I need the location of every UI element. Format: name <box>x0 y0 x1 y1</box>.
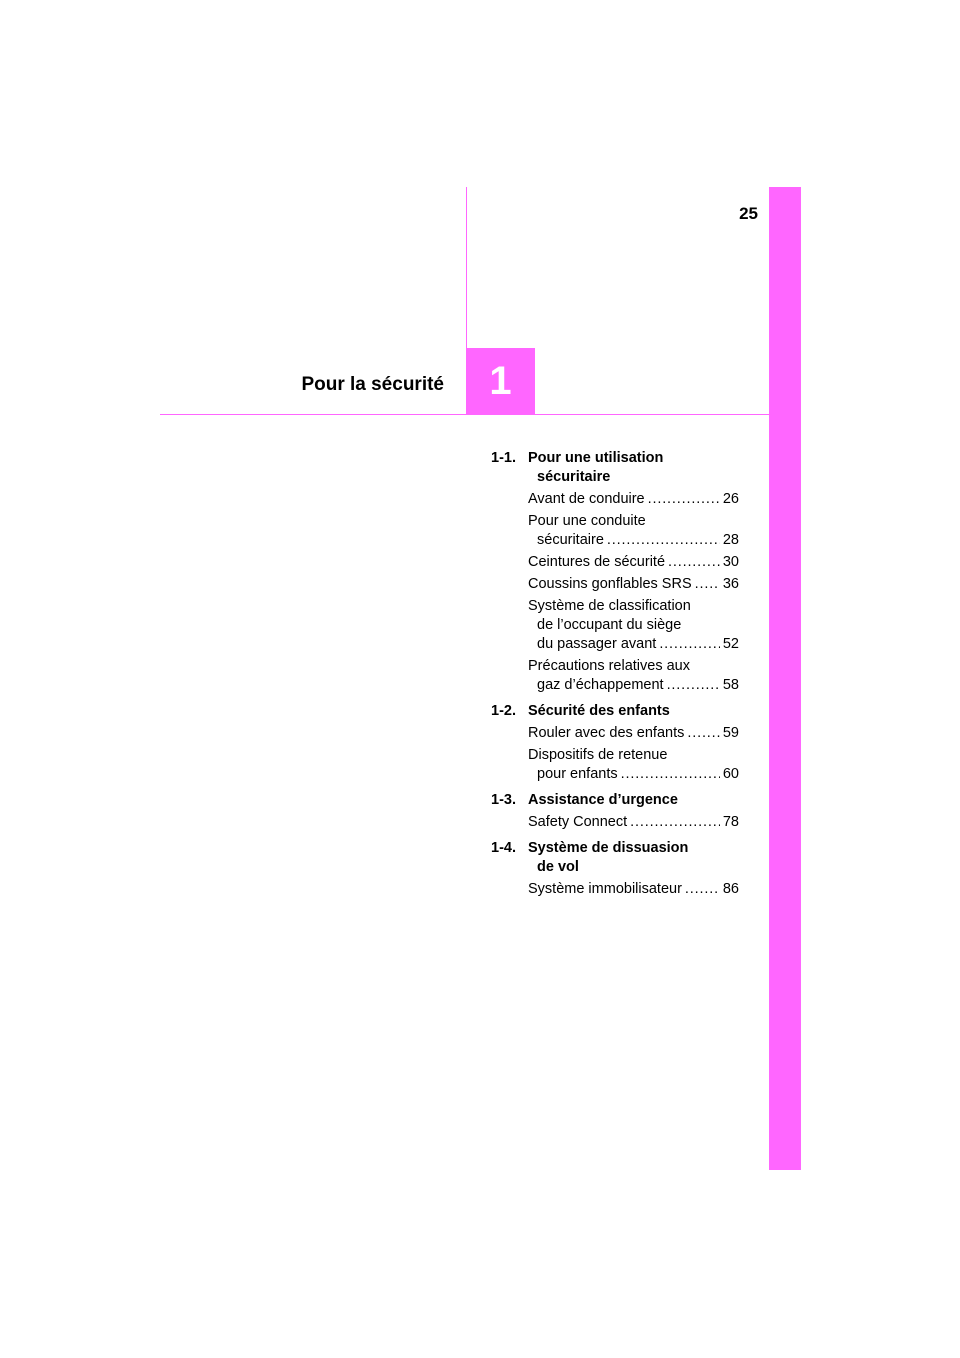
toc-entry-text: Pour une conduite <box>528 513 646 529</box>
toc-section-title-line: Pour une utilisation <box>528 450 664 466</box>
toc-entry-page: 59 <box>722 725 739 741</box>
toc-entry[interactable] <box>528 575 739 594</box>
toc-entry-text: Safety Connect <box>528 814 628 830</box>
toc-section-title-line: Système de dissuasion <box>528 840 689 856</box>
toc-entry-text: du passager avant <box>537 636 657 652</box>
toc-entry[interactable] <box>528 746 739 784</box>
toc-leader-dots <box>687 724 719 743</box>
toc-entry-page: 36 <box>722 576 739 592</box>
toc-entry-text: Précautions relatives aux <box>528 658 690 674</box>
toc-section-heading[interactable] <box>491 839 739 877</box>
table-of-contents <box>491 449 739 906</box>
toc-entry-text: Système immobilisateur <box>528 881 682 897</box>
toc-section-title <box>528 449 663 487</box>
chapter-title: Pour la sécurité <box>301 374 444 395</box>
toc-entry-line <box>528 597 739 616</box>
toc-entry-text: de l’occupant du siège <box>537 617 682 633</box>
toc-section-title-line: Sécurité des enfants <box>528 703 670 719</box>
toc-leader-dots <box>659 635 720 654</box>
toc-entry-page: 26 <box>722 491 739 507</box>
toc-entry[interactable] <box>528 490 739 509</box>
toc-entry[interactable] <box>528 880 739 899</box>
toc-entry-text: Avant de conduire <box>528 491 645 507</box>
toc-section-title-line: Assistance d’urgence <box>528 792 678 808</box>
toc-entry-line <box>528 553 739 572</box>
toc-entry[interactable] <box>528 724 739 743</box>
toc-section-number: 1-3. <box>491 792 516 808</box>
toc-leader-dots <box>685 880 720 899</box>
toc-entry-text: Coussins gonflables SRS <box>528 576 692 592</box>
toc-entry-line <box>528 880 739 899</box>
toc-entry-line <box>528 616 739 635</box>
page-number: 25 <box>739 204 758 223</box>
toc-leader-dots <box>621 765 720 784</box>
toc-entry[interactable] <box>528 512 739 550</box>
toc-leader-dots <box>630 813 720 832</box>
toc-entry-line <box>528 575 739 594</box>
toc-entry-text: Ceintures de sécurité <box>528 554 666 570</box>
toc-entry-text: gaz d’échappement <box>537 677 664 693</box>
toc-entry-line <box>528 746 739 765</box>
toc-leader-dots <box>607 531 720 550</box>
divider-horizontal <box>160 414 769 415</box>
toc-entry-text: pour enfants <box>537 766 618 782</box>
toc-leader-dots <box>695 575 720 594</box>
toc-section-number: 1-2. <box>491 703 516 719</box>
toc-entry-text: Dispositifs de retenue <box>528 747 668 763</box>
toc-section-title-line: de vol <box>537 859 579 875</box>
toc-section-title <box>528 791 678 810</box>
toc-entry-page: 78 <box>722 814 739 830</box>
chapter-number-box <box>466 348 535 415</box>
toc-leader-dots <box>668 553 720 572</box>
toc-entry-line <box>528 765 739 784</box>
toc-section <box>491 839 739 899</box>
toc-entry[interactable] <box>528 553 739 572</box>
toc-entry-line <box>528 512 739 531</box>
toc-leader-dots <box>667 676 720 695</box>
toc-entry-text: sécuritaire <box>537 532 604 548</box>
divider-vertical <box>466 187 467 349</box>
toc-leader-dots <box>648 490 720 509</box>
toc-section-heading[interactable] <box>491 449 739 487</box>
toc-entry-page: 58 <box>722 677 739 693</box>
toc-entry-page: 28 <box>722 532 739 548</box>
toc-entry-page: 30 <box>722 554 739 570</box>
toc-entry-line <box>528 531 739 550</box>
toc-section-number: 1-1. <box>491 450 516 466</box>
toc-section-title-line: sécuritaire <box>537 469 611 485</box>
toc-section <box>491 449 739 695</box>
toc-entry[interactable] <box>528 813 739 832</box>
toc-entry-line <box>528 635 739 654</box>
chapter-side-tab <box>769 187 801 1170</box>
toc-entry-page: 52 <box>722 636 739 652</box>
toc-entry-line <box>528 724 739 743</box>
toc-section-number: 1-4. <box>491 840 516 856</box>
toc-section-title <box>528 839 688 877</box>
toc-section-title <box>528 702 670 721</box>
toc-entry-text: Système de classification <box>528 598 691 614</box>
toc-entry-page: 60 <box>722 766 739 782</box>
toc-entry-line <box>528 813 739 832</box>
toc-entry-line <box>528 676 739 695</box>
toc-entry-text: Rouler avec des enfants <box>528 725 685 741</box>
toc-section <box>491 702 739 784</box>
toc-section-heading[interactable] <box>491 791 739 810</box>
chapter-number: 1 <box>489 359 512 403</box>
toc-entry[interactable] <box>528 597 739 654</box>
toc-entry-page: 86 <box>722 881 739 897</box>
toc-entry[interactable] <box>528 657 739 695</box>
toc-entry-line <box>528 490 739 509</box>
toc-section <box>491 791 739 832</box>
toc-section-heading[interactable] <box>491 702 739 721</box>
toc-entry-line <box>528 657 739 676</box>
